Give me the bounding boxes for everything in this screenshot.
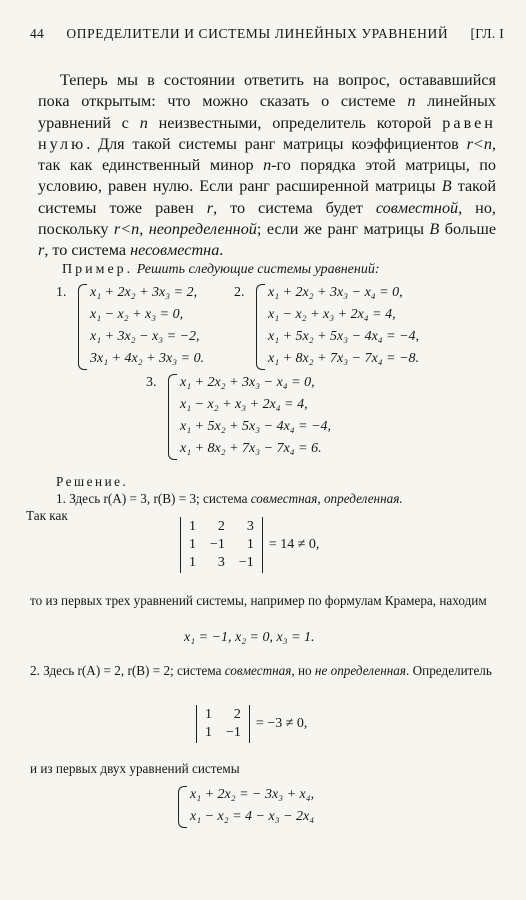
det-cell: 3 <box>246 519 254 534</box>
text-run: линейных уравнений с <box>38 92 496 132</box>
left-brace <box>256 284 265 370</box>
solution-1-line <box>56 490 504 507</box>
equation: x₁ + 2x₂ + 3x₃ − x₄ = 0, <box>180 375 315 390</box>
example-label <box>62 262 380 278</box>
emphasis: неопределенной <box>148 220 257 239</box>
det-cell: 1 <box>189 537 196 552</box>
text-run: Теперь мы в состоянии ответить на вопрос, остававшийся пока открытым: что можно сказать о системе <box>38 71 496 111</box>
var-r: r <box>38 241 45 260</box>
inequality: r<n <box>466 134 492 153</box>
emphasis: совместной <box>375 198 459 217</box>
det-value: = −3 ≠ 0, <box>255 716 308 731</box>
chapter-mark: [ГЛ. I <box>470 26 504 41</box>
equation: x₁ + 5x₂ + 5x₃ − 4x₄ = −4, <box>268 329 420 344</box>
solution-word: Решение. <box>56 474 129 489</box>
solution-2-continuation: и из первых двух уравнений системы <box>30 761 240 776</box>
system-2-reduced <box>178 784 314 828</box>
left-brace <box>78 284 87 370</box>
page-number: 44 <box>30 26 45 41</box>
text-run: . Для такой системы ранг матрицы коэффициентов <box>86 134 467 153</box>
equation: x₁ + 5x₂ + 5x₃ − 4x₄ = −4, <box>180 419 332 434</box>
system-2 <box>234 282 420 370</box>
determinant-2 <box>196 705 307 743</box>
text-run: , но, поскольку <box>38 198 496 239</box>
left-brace <box>168 374 177 460</box>
text-run: , то система будет <box>213 198 376 217</box>
text-run: , то система <box>44 241 131 260</box>
det-cell: −1 <box>210 537 225 552</box>
text-run: , <box>139 220 149 239</box>
equation: x₁ − x₂ + x₃ + 2x₄ = 4, <box>268 307 396 322</box>
equation: x₁ − x₂ + x₃ = 0, <box>90 307 184 322</box>
var-B: B <box>441 177 452 196</box>
det-cell: 1 <box>189 519 196 534</box>
text-run: , но <box>291 663 315 678</box>
text-run: такой системы тоже равен <box>38 177 496 217</box>
running-title: ОПРЕДЕЛИТЕЛИ И СИСТЕМЫ ЛИНЕЙНЫХ УРАВНЕНИЙ <box>66 26 449 41</box>
equation: x₁ + 8x₂ + 7x₃ − 7x₄ = 6. <box>180 441 322 456</box>
det-cell: 1 <box>189 555 196 570</box>
emphasis: не определенная <box>314 663 407 678</box>
main-paragraph <box>38 70 496 262</box>
text-run: . <box>219 241 224 260</box>
text-run: 1. Здесь r(A) = 3, r(B) = 3; система <box>56 491 251 506</box>
inequality: r<n <box>113 220 140 239</box>
system-number: 3. <box>146 375 157 390</box>
solution-2-text <box>30 662 500 679</box>
var-B: B <box>429 220 440 239</box>
det-cell: 1 <box>205 725 212 740</box>
spaced-emphasis: равен нулю <box>38 113 496 153</box>
example-word: Пример. <box>62 262 134 277</box>
var-r: r <box>206 198 214 217</box>
equation: 3x₁ + 4x₂ + 3x₃ = 0. <box>90 351 205 366</box>
det-cell: 2 <box>217 519 225 534</box>
emphasis: несовместна <box>130 241 220 260</box>
det-cell: 3 <box>217 555 225 570</box>
text-run: -го порядка этой матрицы, по условию, равен нулю. Если ранг расширенной матрицы <box>38 156 496 196</box>
text-run: , так как единственный минор <box>38 134 496 175</box>
det-cell: −1 <box>226 725 241 740</box>
emphasis: совместная <box>224 663 292 678</box>
text-run: Так как <box>26 508 68 523</box>
det-cell: −1 <box>238 555 254 570</box>
var-n: n <box>263 156 272 175</box>
text-run: больше <box>439 220 496 239</box>
equation: x₁ + 2x₂ = − 3x₃ + x₄, <box>190 787 315 802</box>
determinant-1 <box>180 517 319 573</box>
text-run: . Определитель <box>406 663 492 678</box>
text-run: 2. Здесь r(A) = 2, r(B) = 2; система <box>30 663 225 678</box>
system-number: 2. <box>234 285 245 300</box>
text-run: неизвестными, определитель которой <box>147 113 443 132</box>
text-run: ; если же ранг матрицы <box>256 220 430 239</box>
det-cell: 1 <box>246 537 254 552</box>
equation: x₁ − x₂ = 4 − x₃ − 2x₄ <box>190 809 315 824</box>
equation: x₁ − x₂ + x₃ + 2x₄ = 4, <box>180 397 308 412</box>
equation: x₁ + 2x₂ + 3x₃ = 2, <box>90 285 198 300</box>
solution-1-continuation: то из первых трех уравнений системы, например по формулам Крамера, находим <box>30 593 487 608</box>
equation: x₁ + 8x₂ + 7x₃ − 7x₄ = −8. <box>268 351 420 366</box>
var-n: n <box>407 92 416 111</box>
equation: x₁ + 3x₂ − x₃ = −2, <box>90 329 200 344</box>
emphasis: совместная, определенная. <box>250 491 403 506</box>
system-number: 1. <box>56 285 67 300</box>
page-header <box>30 26 504 42</box>
solution-heading <box>56 473 128 490</box>
det-cell: 2 <box>233 707 241 722</box>
det-value: = 14 ≠ 0, <box>268 537 320 552</box>
left-brace <box>178 786 187 828</box>
example-task: Решить следующие системы уравнений: <box>136 262 380 277</box>
system-1 <box>56 282 205 370</box>
var-n: n <box>139 113 148 132</box>
det-cell: 1 <box>205 707 212 722</box>
equation: x₁ + 2x₂ + 3x₃ − x₄ = 0, <box>268 285 403 300</box>
solution-1-result: x₁ = −1, x₂ = 0, x₃ = 1. <box>184 630 315 645</box>
system-3 <box>146 372 332 460</box>
